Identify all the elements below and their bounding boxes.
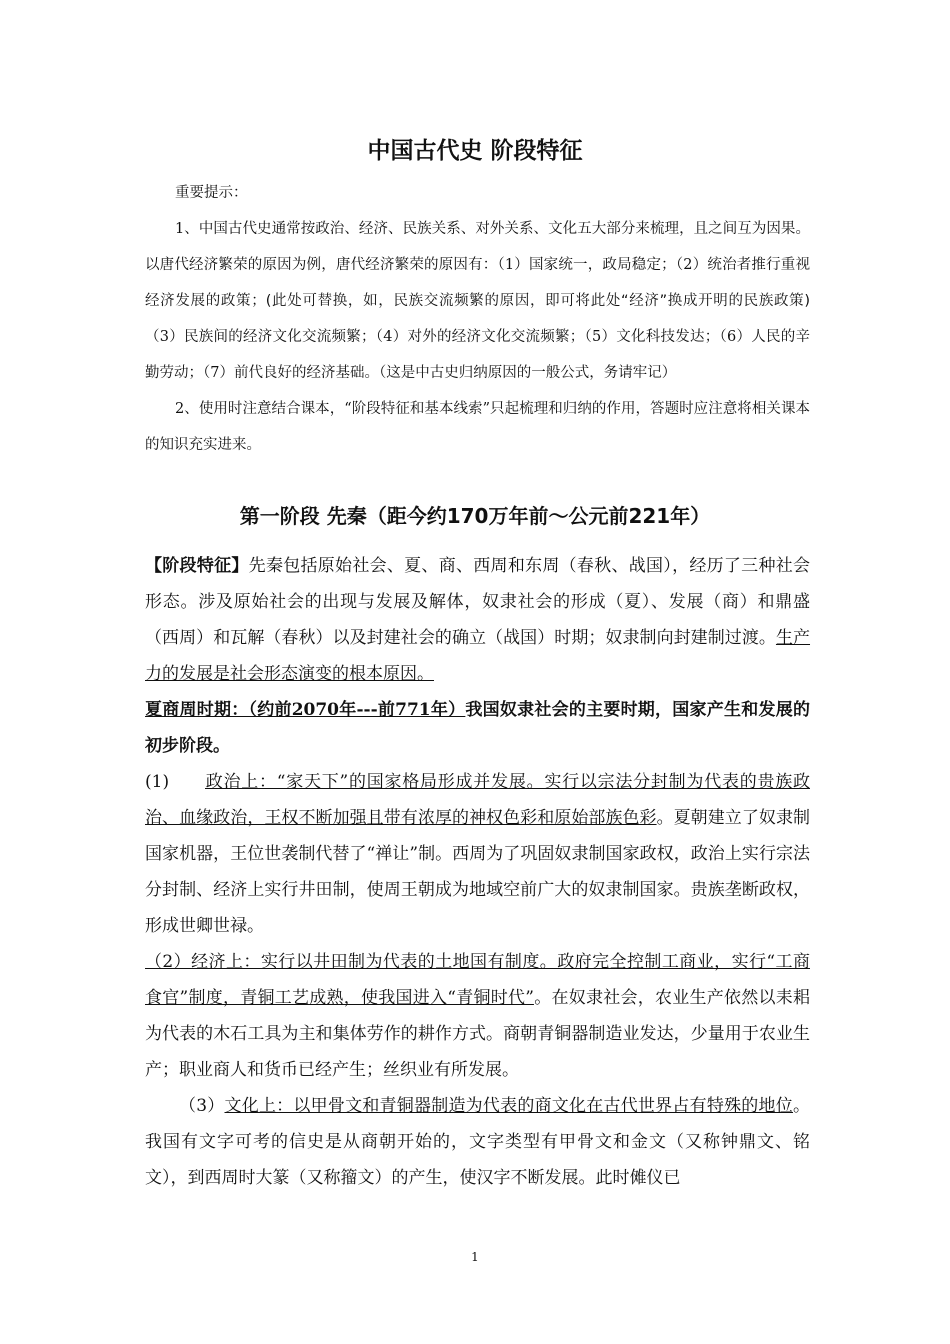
stage-title: 第一阶段 先秦（距今约170万年前～公元前221年）	[239, 504, 711, 528]
politics-key: 政治上：“家天下”的国家格局形成并发展。实行以宗法分封制为代表的贵族政治、血缘政治，王权不断加强且带有浓厚的神权色彩和原始部族色彩	[145, 772, 810, 828]
tips-paragraph-2: 2、使用时注意结合课本，“阶段特征和基本线索”只起梳理和归纳的作用，答题时应注意将相关课本的知识充实进来。	[145, 401, 810, 453]
politics-paragraph	[145, 764, 810, 944]
page-title: 中国古代史 阶段特征	[367, 138, 583, 164]
tips-paragraph-1	[145, 211, 810, 391]
economy-key: （2）经济上：实行以井田制为代表的土地国有制度。政府完全控制工商业，实行“工商食官”制度，青铜工艺成熟，使我国进入“青铜时代”	[145, 952, 810, 1008]
feature-text: 先秦包括原始社会、夏、商、西周和东周（春秋、战国），经历了三种社会形态。涉及原始社会的出现与发展及解体，奴隶社会的形成（夏）、发展（商）和鼎盛（西周）和瓦解（春秋）以及封建社会的确立（战国）时期；奴隶制向封建制过渡。	[145, 556, 811, 648]
stage-body	[145, 548, 810, 1196]
period-range: 夏商周时期：（约前2070年---前771年）	[145, 700, 466, 720]
economy-text: 。在奴隶社会，农业生产依然以耒耜为代表的木石工具为主和集体劳作的耕作方式。商朝青铜器制造业发达，少量用于农业生产；职业商人和货币已经产生；丝织业有所发展。	[145, 988, 811, 1080]
politics-number: (1)	[145, 772, 170, 792]
tips-p1-part-a: 1、中国古代史通常按政治、经济、民族关系、对外关系、文化五大部分来梳理，且之间互为因果。以唐代经济繁荣的原因为例，唐代经济繁荣的原因有：（1）国家统一，政局稳定；（2）统治者推行重视经济发展的政策；	[145, 221, 810, 309]
tips-p1-part-c: （3）民族间的经济文化交流频繁；（4）对外的经济文化交流频繁；（5）文化科技发达；（6）人民的辛勤劳动；（7）前代良好的经济基础。	[145, 329, 810, 381]
politics-text: 。夏朝建立了奴隶制国家机器，王位世袭制代替了“禅让”制。西周为了巩固奴隶制国家政权，政治上实行宗法分封制、经济上实行井田制，使周王朝成为地域空前广大的奴隶制国家。贵族垄断政权，形成世卿世禄。	[145, 808, 810, 936]
culture-number: （3）	[179, 1096, 225, 1116]
period-heading	[145, 692, 810, 764]
feature-label: 【阶段特征】	[145, 556, 249, 576]
culture-paragraph	[145, 1088, 810, 1196]
tips-header: 重要提示：	[175, 185, 248, 201]
page-number: 1	[471, 1250, 479, 1264]
economy-paragraph	[145, 944, 810, 1088]
stage-feature-paragraph	[145, 548, 810, 692]
period-summary: 我国奴隶社会的主要时期，国家产生和发展的初步阶段。	[145, 700, 811, 756]
feature-key-sentence: 生产力的发展是社会形态演变的根本原因。	[145, 628, 811, 684]
culture-key: 文化上：以甲骨文和青铜器制造为代表的商文化在古代世界占有特殊的地位	[224, 1096, 793, 1116]
tips-section	[145, 175, 810, 463]
tips-p1-formula-note: （这是中古史归纳原因的一般公式，务请牢记）	[378, 365, 677, 381]
culture-text: 。我国有文字可考的信史是从商朝开始的，文字类型有甲骨文和金文（又称钟鼎文、铭文），到西周时大篆（又称籀文）的产生，使汉字不断发展。此时傩仪已	[145, 1096, 810, 1188]
tips-p1-note: (此处可替换，如，民族交流频繁的原因，即可将此处“经济”换成开明的民族政策)	[265, 293, 810, 309]
